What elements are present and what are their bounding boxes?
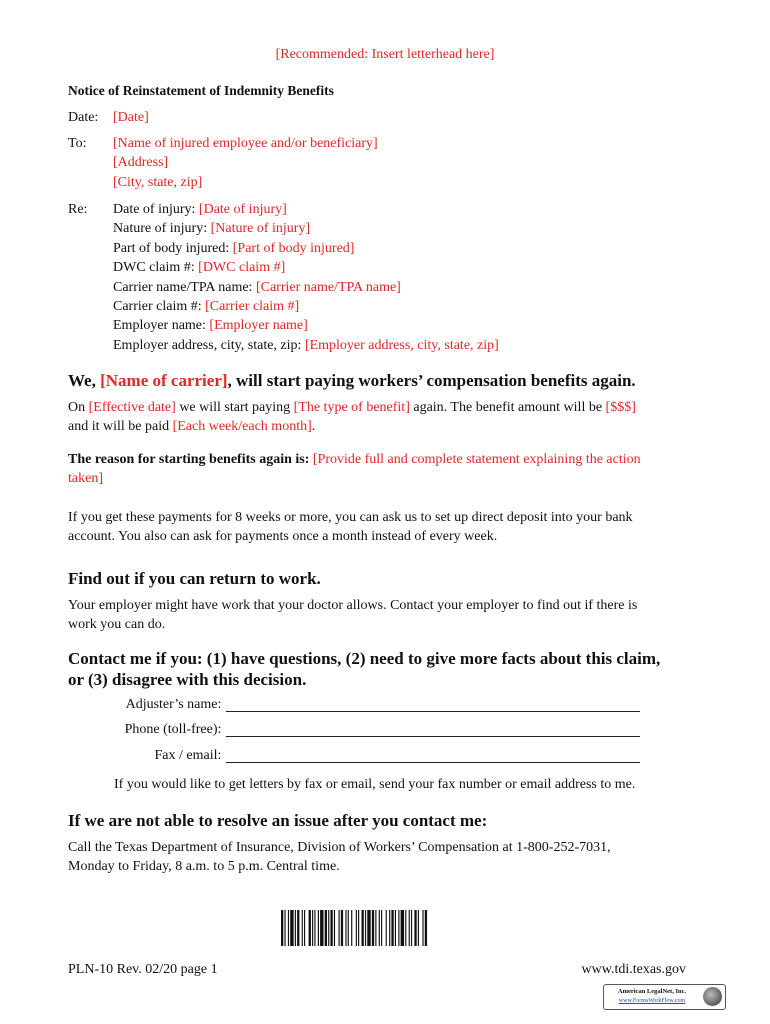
to-row: [68, 134, 378, 192]
re-item: Carrier claim #: [Carrier claim #]: [113, 299, 300, 315]
amount-placeholder: [$$$]: [605, 400, 636, 415]
adjuster-name-label: Adjuster’s name:: [125, 697, 222, 712]
tdi-contact-paragraph: Call the Texas Department of Insurance, Division of Workers’ Compensation at 1-800-252-7031, Monday to Friday, 8 a.m. to 5 p.m. Central time.: [68, 840, 611, 874]
carrier-name-placeholder: [Name of carrier]: [100, 371, 228, 390]
re-item: Carrier name/TPA name: [Carrier name/TPA name]: [113, 279, 401, 295]
benefit-paragraph: On [Effective date] we will start paying [The type of benefit] again. The benefit amount will be [$$$] and it will be paid [Each week/each month].: [68, 400, 636, 434]
website-url: www.tdi.texas.gov: [581, 962, 686, 977]
document-title: Notice of Reinstatement of Indemnity Benefits: [68, 83, 334, 98]
legalnet-name: American LegalNet, Inc.: [617, 988, 687, 995]
reason-label: The reason for starting benefits again is: [68, 452, 305, 467]
date-value: [Date]: [113, 110, 149, 125]
frequency-placeholder: [Each week/each month]: [172, 419, 312, 434]
return-to-work-heading: Find out if you can return to work.: [68, 569, 321, 588]
re-item: Date of injury: [Date of injury]: [113, 202, 287, 217]
barcode: [281, 910, 486, 946]
adjuster-name-field[interactable]: [68, 697, 640, 713]
legalnet-badge[interactable]: [603, 984, 726, 1010]
fax-email-label: Fax / email:: [154, 748, 222, 763]
re-item: Part of body injured: [Part of body injured]: [113, 240, 355, 256]
phone-line[interactable]: [226, 722, 640, 737]
letterhead-placeholder: [Recommended: Insert letterhead here]: [275, 47, 495, 62]
fax-note: If you would like to get letters by fax or email, send your fax number or email address to me.: [114, 777, 636, 792]
re-item: Employer name: [Employer name]: [113, 318, 308, 334]
reason-placeholder: [Provide full and complete statement explaining the action: [312, 452, 641, 467]
resolve-issue-heading: If we are not able to resolve an issue after you contact me:: [68, 811, 488, 830]
re-row: [68, 200, 499, 355]
to-city-state-zip: [City, state, zip]: [113, 174, 203, 190]
date-row: [68, 108, 149, 127]
re-item: Nature of injury: [Nature of injury]: [113, 221, 311, 237]
adjuster-name-line[interactable]: [226, 697, 640, 712]
date-label: Date:: [68, 110, 99, 125]
contact-heading: Contact me if you: (1) have questions, (2) need to give more facts about this claim, or (3) disagree with this decision.: [68, 649, 661, 689]
effective-date-placeholder: [Effective date]: [88, 400, 176, 415]
phone-label: Phone (toll-free):: [124, 722, 222, 737]
direct-deposit-paragraph: If you get these payments for 8 weeks or more, you can ask us to set up direct deposit into your bank account. You also can ask for payments once a month instead of every week.: [68, 510, 633, 544]
fax-email-line[interactable]: [226, 748, 640, 763]
phone-field[interactable]: [68, 722, 640, 738]
to-name: [Name of injured employee and/or beneficiary]: [113, 136, 378, 151]
re-label: Re:: [68, 202, 88, 217]
form-revision: PLN-10 Rev. 02/20 page 1: [68, 962, 218, 977]
reason-paragraph: The reason for starting benefits again is: [Provide full and complete statement explaining the action taken]: [68, 452, 641, 486]
benefit-type-placeholder: [The type of benefit]: [293, 400, 410, 415]
to-label: To:: [68, 136, 87, 151]
fax-email-field[interactable]: [68, 748, 640, 764]
return-to-work-paragraph: Your employer might have work that your doctor allows. Contact your employer to find out if there is work you can do.: [68, 598, 638, 632]
carrier-heading: We, [Name of carrier], will start paying workers’ compensation benefits again.: [68, 371, 636, 390]
re-item: Employer address, city, state, zip: [Employer address, city, state, zip]: [113, 337, 499, 353]
legalnet-link[interactable]: www.FormsWorkFlow.com: [618, 998, 686, 1004]
re-item: DWC claim #: [DWC claim #]: [113, 260, 286, 276]
to-address: [Address]: [113, 155, 169, 171]
globe-icon: [703, 987, 722, 1006]
